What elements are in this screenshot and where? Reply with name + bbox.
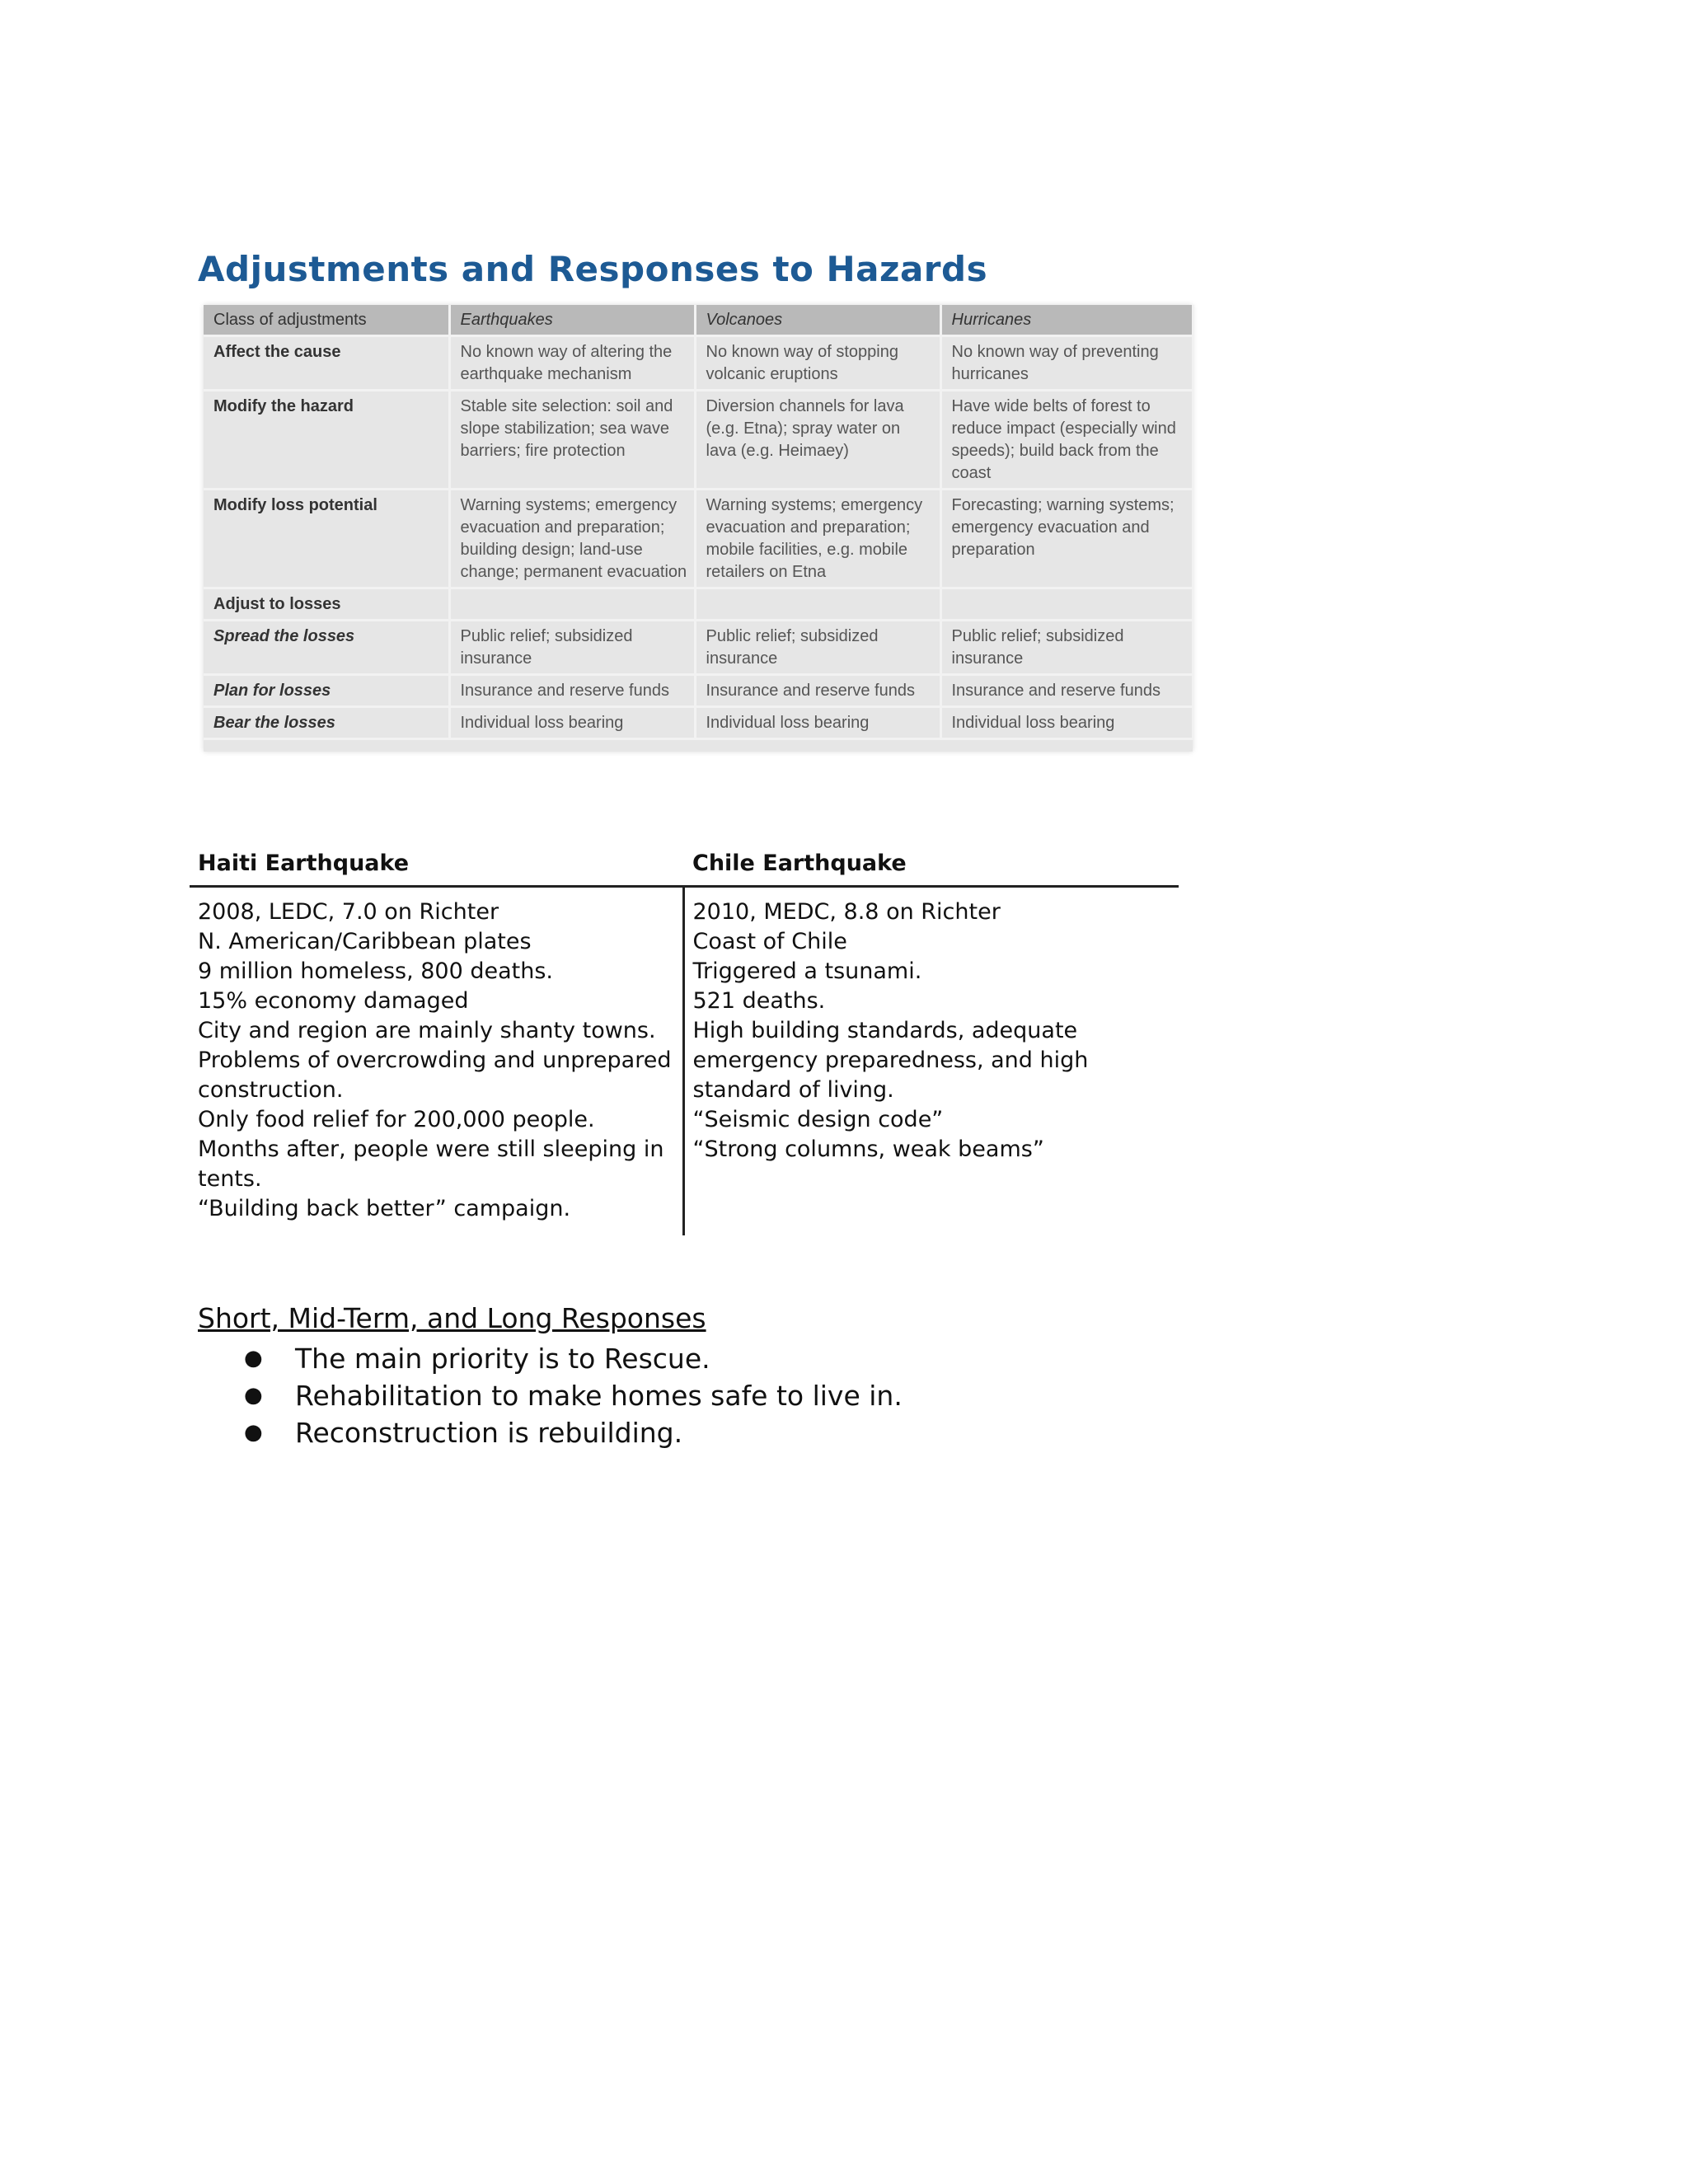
table-cell: Individual loss bearing [695,707,940,739]
table-cell: Insurance and reserve funds [449,675,695,707]
haiti-column [190,888,685,1235]
haiti-line: “Building back better” campaign. [198,1196,571,1221]
row-class: Adjust to losses [204,588,449,621]
row-class: Plan for losses [204,675,449,707]
bullet-icon: ● [244,1383,263,1408]
table-row [204,675,1193,707]
chile-line: Triggered a tsunami. [692,958,922,984]
table-cell: Stable site selection: soil and slope stabilization; sea wave barriers; fire protection [449,391,695,490]
haiti-line: Only food relief for 200,000 people. [198,1107,595,1132]
chile-line: High building standards, adequate emergency preparedness, and high standard of living. [692,1018,1089,1103]
hazard-adjustments-scan [204,305,1193,752]
responses-heading: Short, Mid-Term, and Long Responses [198,1302,706,1334]
list-item-text: The main priority is to Rescue. [295,1343,710,1375]
chile-column [685,888,1179,1235]
table-cell: Individual loss bearing [449,707,695,739]
list-item [244,1414,903,1451]
table-cell: Insurance and reserve funds [695,675,940,707]
chile-line: “Strong columns, weak beams” [692,1137,1044,1162]
comparison-header-row [190,839,1179,888]
table-cell: Diversion channels for lava (e.g. Etna); spray water on lava (e.g. Heimaey) [695,391,940,490]
list-item-text: Reconstruction is rebuilding. [295,1417,683,1449]
table-cell: Insurance and reserve funds [940,675,1193,707]
row-class: Modify loss potential [204,490,449,588]
table-row [204,391,1193,490]
earthquake-comparison-table [190,839,1179,1235]
page-title: Adjustments and Responses to Hazards [198,249,988,289]
responses-list [244,1340,903,1451]
header-hurricanes: Hurricanes [940,305,1193,336]
haiti-heading: Haiti Earthquake [198,851,410,876]
table-row [204,621,1193,675]
chile-line: “Seismic design code” [692,1107,944,1132]
table-cell: Public relief; subsidized insurance [695,621,940,675]
table-row [204,336,1193,391]
table-header-row [204,305,1193,336]
list-item [244,1340,903,1377]
table-cell: Individual loss bearing [940,707,1193,739]
chile-heading: Chile Earthquake [692,851,907,876]
header-volcanoes: Volcanoes [695,305,940,336]
bullet-icon: ● [244,1420,263,1445]
table-cell: Forecasting; warning systems; emergency evacuation and preparation [940,490,1193,588]
list-item [244,1377,903,1414]
table-row [204,490,1193,588]
table-cell: No known way of preventing hurricanes [940,336,1193,391]
header-class: Class of adjustments [204,305,449,336]
chile-line: 2010, MEDC, 8.8 on Richter [692,899,1001,925]
table-cell [695,588,940,621]
header-earthquakes: Earthquakes [449,305,695,336]
comparison-body-row [190,888,1179,1235]
haiti-line: 9 million homeless, 800 deaths. [198,958,553,984]
haiti-line: Months after, people were still sleeping in tents. [198,1137,664,1192]
row-class: Affect the cause [204,336,449,391]
row-class: Bear the losses [204,707,449,739]
table-cell: No known way of stopping volcanic eruptions [695,336,940,391]
table-cell: Have wide belts of forest to reduce impact (especially wind speeds); build back from the coast [940,391,1193,490]
haiti-line: Problems of overcrowding and unprepared construction. [198,1047,672,1103]
table-cell: No known way of altering the earthquake mechanism [449,336,695,391]
table-cell: Warning systems; emergency evacuation and preparation; mobile facilities, e.g. mobile retailers on Etna [695,490,940,588]
haiti-line: 15% economy damaged [198,988,469,1014]
haiti-line: N. American/Caribbean plates [198,929,532,954]
row-class: Modify the hazard [204,391,449,490]
table-row [204,588,1193,621]
haiti-line: 2008, LEDC, 7.0 on Richter [198,899,499,925]
chile-line: 521 deaths. [692,988,826,1014]
table-cell [940,588,1193,621]
row-class: Spread the losses [204,621,449,675]
chile-line: Coast of Chile [692,929,847,954]
table-cell [449,588,695,621]
haiti-line: City and region are mainly shanty towns. [198,1018,656,1043]
list-item-text: Rehabilitation to make homes safe to live in. [295,1380,903,1412]
hazard-adjustments-table [204,305,1194,740]
table-cell: Public relief; subsidized insurance [940,621,1193,675]
table-cell: Warning systems; emergency evacuation and preparation; building design; land-use change; permanent evacuation [449,490,695,588]
table-row [204,707,1193,739]
bullet-icon: ● [244,1346,263,1371]
table-cell: Public relief; subsidized insurance [449,621,695,675]
